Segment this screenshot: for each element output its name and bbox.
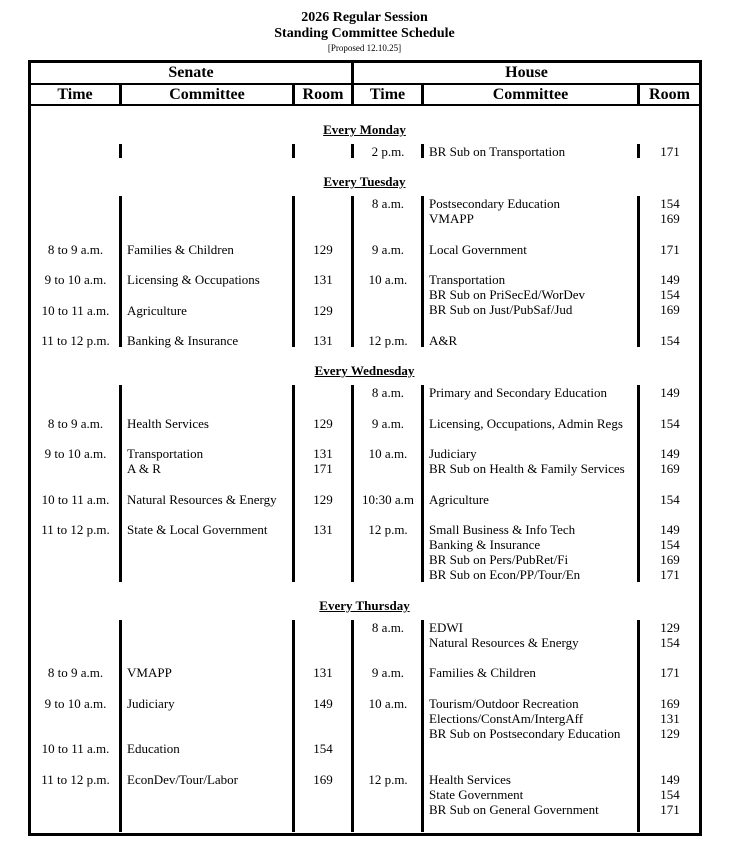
senate-time: 10 to 11 a.m.	[41, 492, 110, 507]
senate-committee: Health Services	[127, 416, 209, 431]
house-room: 154	[660, 196, 680, 211]
senate-room: 169	[313, 772, 333, 787]
house-committee: Primary and Secondary Education	[429, 385, 607, 400]
senate-room: 129	[313, 303, 333, 318]
column-divider	[421, 620, 424, 832]
senate-time: 9 to 10 a.m.	[44, 446, 107, 461]
house-committee: BR Sub on PriSecEd/WorDev	[429, 287, 586, 302]
house-committee: Families & Children	[429, 665, 536, 680]
house-committee: Health Services	[429, 772, 511, 787]
house-room: 169	[660, 552, 680, 567]
house-room: 154	[660, 492, 680, 507]
house-committee: Transportation	[429, 272, 506, 287]
senate-committee: Families & Children	[127, 242, 234, 257]
house-committee: BR Sub on Postsecondary Education	[429, 726, 621, 741]
senate-committee: Education	[127, 741, 180, 756]
house-room: 154	[660, 333, 680, 348]
day-heading-label: Every Thursday	[319, 598, 410, 613]
house-time: 12 p.m.	[368, 333, 408, 348]
senate-committee: Agriculture	[127, 303, 187, 318]
senate-time: 10 to 11 a.m.	[41, 741, 110, 756]
senate-time: 8 to 9 a.m.	[47, 416, 104, 431]
title-line-1: 2026 Regular Session	[301, 10, 428, 25]
house-room: 149	[660, 446, 680, 461]
column-divider	[637, 385, 640, 582]
house-committee: Banking & Insurance	[429, 537, 541, 552]
house-committee: BR Sub on General Government	[429, 802, 599, 817]
column-divider	[119, 385, 122, 582]
senate-committee: Licensing & Occupations	[127, 272, 260, 287]
house-time: 9 a.m.	[371, 242, 405, 257]
senate-time: 9 to 10 a.m.	[44, 272, 107, 287]
house-committee: Judiciary	[429, 446, 477, 461]
day-heading	[0, 175, 729, 189]
column-divider	[292, 144, 295, 158]
senate-time: 8 to 9 a.m.	[47, 665, 104, 680]
house-room: 171	[660, 144, 680, 159]
column-divider	[119, 620, 122, 832]
house-room: 171	[660, 242, 680, 257]
senate-room: 129	[313, 242, 333, 257]
house-room: 149	[660, 772, 680, 787]
house-room: 169	[660, 211, 680, 226]
house-header: House	[505, 64, 548, 81]
senate-room: 131	[313, 522, 333, 537]
senate-room: 131	[313, 446, 333, 461]
senate-room: 171	[313, 461, 333, 476]
house-committee: BR Sub on Just/PubSaf/Jud	[429, 302, 573, 317]
senate-committee: State & Local Government	[127, 522, 268, 537]
house-time: 9 a.m.	[371, 416, 405, 431]
house-room: 154	[660, 287, 680, 302]
senate-committee: Judiciary	[127, 696, 175, 711]
house-room: 149	[660, 272, 680, 287]
subtitle: [Proposed 12.10.25]	[327, 43, 402, 53]
senate-time: 8 to 9 a.m.	[47, 242, 104, 257]
day-heading	[0, 599, 729, 613]
house-time: 8 a.m.	[371, 620, 405, 635]
house-committee: BR Sub on Health & Family Services	[429, 461, 625, 476]
day-heading-label: Every Tuesday	[323, 174, 406, 189]
header-divider-2	[28, 104, 702, 106]
day-heading-label: Every Monday	[323, 122, 406, 137]
day-heading	[0, 364, 729, 378]
house-time: 12 p.m.	[368, 522, 408, 537]
house-committee: BR Sub on Econ/PP/Tour/En	[429, 567, 581, 582]
house-committee: State Government	[429, 787, 524, 802]
senate-time: 11 to 12 p.m.	[41, 333, 110, 348]
house-room: 154	[660, 416, 680, 431]
senate-committee: Natural Resources & Energy	[127, 492, 277, 507]
house-committee: Licensing, Occupations, Admin Regs	[429, 416, 623, 431]
column-divider	[637, 196, 640, 347]
house-time: 8 a.m.	[371, 196, 405, 211]
senate-time: 9 to 10 a.m.	[44, 696, 107, 711]
senate-room-header: Room	[302, 86, 344, 103]
senate-committee-header: Committee	[169, 86, 245, 103]
house-time-header: Time	[369, 86, 406, 103]
house-room: 149	[660, 522, 680, 537]
house-time: 9 a.m.	[371, 665, 405, 680]
house-committee: Tourism/Outdoor Recreation	[429, 696, 579, 711]
senate-room: 149	[313, 696, 333, 711]
senate-committee: Transportation	[127, 446, 204, 461]
house-time: 10 a.m.	[368, 696, 408, 711]
house-committee: Postsecondary Education	[429, 196, 561, 211]
house-committee: BR Sub on Transportation	[429, 144, 566, 159]
house-room: 169	[660, 302, 680, 317]
senate-room: 154	[313, 741, 333, 756]
house-committee: Agriculture	[429, 492, 489, 507]
house-room: 169	[660, 461, 680, 476]
house-committee: Elections/ConstAm/IntergAff	[429, 711, 584, 726]
house-room: 154	[660, 787, 680, 802]
column-divider	[119, 144, 122, 158]
house-room: 171	[660, 567, 680, 582]
house-committee: Natural Resources & Energy	[429, 635, 579, 650]
senate-committee: EconDev/Tour/Labor	[127, 772, 238, 787]
senate-header: Senate	[168, 64, 214, 81]
column-divider	[351, 620, 354, 832]
house-room: 129	[660, 726, 680, 741]
senate-room: 131	[313, 665, 333, 680]
column-divider	[637, 144, 640, 158]
house-room: 169	[660, 696, 680, 711]
house-committee: BR Sub on Pers/PubRet/Fi	[429, 552, 569, 567]
house-committee: VMAPP	[429, 211, 474, 226]
house-time: 10 a.m.	[368, 446, 408, 461]
column-divider	[292, 385, 295, 582]
house-time: 2 p.m.	[371, 144, 405, 159]
house-committee: A&R	[429, 333, 458, 348]
column-divider	[351, 385, 354, 582]
house-room: 149	[660, 385, 680, 400]
house-room-header: Room	[649, 86, 690, 103]
house-time: 10:30 a.m	[362, 492, 414, 507]
senate-time: 11 to 12 p.m.	[41, 522, 110, 537]
house-room: 131	[660, 711, 680, 726]
house-room: 154	[660, 537, 680, 552]
house-committee: Local Government	[429, 242, 527, 257]
senate-room: 129	[313, 492, 333, 507]
house-time: 10 a.m.	[368, 272, 408, 287]
column-divider	[421, 385, 424, 582]
senate-committee: A & R	[127, 461, 161, 476]
senate-committee: VMAPP	[127, 665, 172, 680]
senate-room: 129	[313, 416, 333, 431]
house-room: 154	[660, 635, 680, 650]
senate-committee: Banking & Insurance	[127, 333, 239, 348]
house-committee: EDWI	[429, 620, 463, 635]
senate-time: 11 to 12 p.m.	[41, 772, 110, 787]
house-committee: Small Business & Info Tech	[429, 522, 576, 537]
senate-time: 10 to 11 a.m.	[41, 303, 110, 318]
house-time: 12 p.m.	[368, 772, 408, 787]
column-divider	[637, 620, 640, 832]
house-time: 8 a.m.	[371, 385, 405, 400]
day-heading	[0, 123, 729, 137]
house-room: 129	[660, 620, 680, 635]
senate-room: 131	[313, 272, 333, 287]
column-divider	[292, 620, 295, 832]
house-committee-header: Committee	[492, 86, 569, 103]
house-room: 171	[660, 802, 680, 817]
title-line-2: Standing Committee Schedule	[274, 26, 455, 41]
senate-room: 131	[313, 333, 333, 348]
senate-time-header: Time	[57, 86, 93, 103]
day-heading-label: Every Wednesday	[314, 363, 415, 378]
house-room: 171	[660, 665, 680, 680]
header-divider-1	[28, 83, 702, 85]
